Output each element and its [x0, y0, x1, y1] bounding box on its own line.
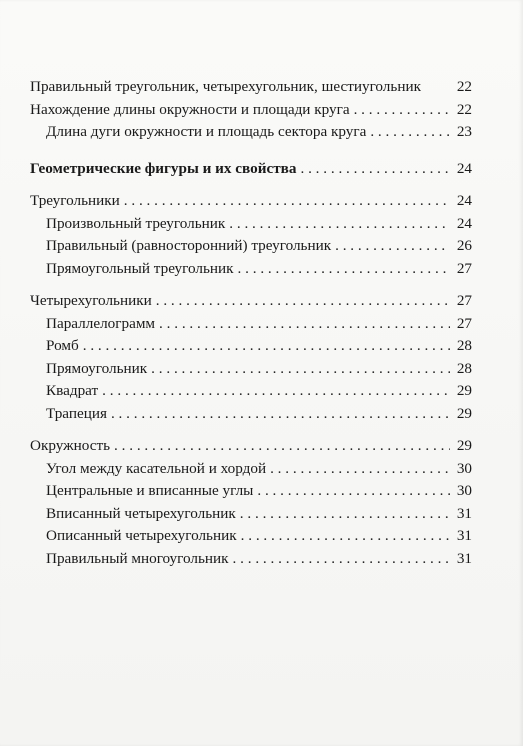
toc-entry-page: 29	[456, 437, 472, 454]
toc-entry-page: 29	[456, 404, 472, 422]
toc-entry-inscribed-quadrilateral	[30, 503, 472, 526]
dot-leader	[233, 548, 450, 570]
toc-entry-title: Правильный треугольник, четырехугольник, шестиугольник	[30, 78, 421, 95]
toc-entry-equilateral-triangle	[30, 235, 472, 258]
toc-entry-page: 28	[456, 337, 472, 354]
table-of-contents	[30, 76, 472, 570]
dot-leader	[335, 235, 450, 257]
toc-entry-title: Центральные и вписанные углы	[46, 482, 254, 499]
dot-leader	[240, 503, 450, 525]
dot-leader	[102, 380, 450, 402]
toc-entry-page: 27	[456, 314, 472, 332]
toc-entry-page: 24	[456, 159, 472, 177]
toc-section-title: Геометрические фигуры и их свойства	[30, 159, 297, 177]
toc-entry-title: Прямоугольник	[46, 359, 148, 377]
dot-leader	[124, 190, 450, 212]
dot-leader	[257, 480, 450, 502]
toc-entry-title: Угол между касательной и хордой	[46, 459, 267, 477]
section-gap	[30, 425, 472, 435]
toc-entry-arc-length	[30, 121, 472, 144]
toc-entry-page: 27	[456, 292, 472, 309]
toc-section-geometric-figures	[30, 158, 472, 181]
toc-entry-circumscribed-quadrilateral	[30, 525, 472, 548]
toc-entry-rhombus	[30, 335, 472, 358]
toc-entry-page: 31	[456, 527, 472, 544]
toc-entry-page: 24	[456, 192, 472, 209]
toc-entry-title: Треугольники	[30, 192, 120, 209]
toc-entry-page: 27	[456, 259, 472, 277]
dot-leader	[229, 213, 450, 235]
toc-entry-page: 23	[456, 123, 472, 140]
dot-leader	[156, 290, 450, 312]
toc-entry-rectangle	[30, 358, 472, 381]
toc-entry-page: 29	[456, 382, 472, 399]
toc-entry-tangent-chord-angle	[30, 458, 472, 481]
toc-entry-page: 22	[456, 78, 472, 95]
section-gap	[30, 144, 472, 158]
toc-entry-title: Правильный многоугольник	[46, 549, 229, 567]
toc-entry-title: Окружность	[30, 437, 111, 454]
toc-entry-title: Параллелограмм	[46, 314, 156, 332]
dot-leader	[370, 121, 450, 143]
toc-entry-triangles	[30, 190, 472, 213]
section-gap	[30, 180, 472, 190]
toc-entry-parallelogram	[30, 313, 472, 336]
dot-leader	[151, 358, 450, 380]
dot-leader	[159, 313, 450, 335]
toc-entry-page: 30	[456, 459, 472, 477]
dot-leader	[111, 403, 450, 425]
dot-leader	[270, 458, 450, 480]
toc-entry-central-inscribed-angles	[30, 480, 472, 503]
dot-leader	[114, 435, 450, 457]
toc-entry-title: Правильный (равносторонний) треугольник	[46, 237, 332, 254]
section-gap	[30, 280, 472, 290]
toc-entry-right-triangle	[30, 258, 472, 281]
dot-leader	[238, 258, 450, 280]
toc-entry-title: Квадрат	[46, 382, 99, 399]
toc-entry-arbitrary-triangle	[30, 213, 472, 236]
dot-leader	[241, 525, 450, 547]
toc-entry-page: 31	[456, 504, 472, 522]
dot-leader	[83, 335, 450, 357]
dot-leader	[300, 158, 450, 180]
toc-entry-circle-length	[30, 99, 472, 122]
toc-entry-title: Описанный четырехугольник	[46, 527, 237, 544]
toc-entry-page: 28	[456, 359, 472, 377]
toc-entry-page: 22	[456, 100, 472, 118]
toc-entry-page: 30	[456, 482, 472, 499]
toc-entry-regular-polygons	[30, 76, 472, 99]
toc-entry-regular-polygon	[30, 548, 472, 571]
toc-entry-square	[30, 380, 472, 403]
toc-entry-title: Длина дуги окружности и площадь сектора круга	[46, 123, 367, 140]
toc-entry-title: Произвольный треугольник	[46, 214, 226, 232]
toc-entry-title: Трапеция	[46, 404, 107, 422]
toc-entry-title: Четырехугольники	[30, 292, 152, 309]
toc-entry-title: Вписанный четырехугольник	[46, 504, 236, 522]
toc-entry-trapezoid	[30, 403, 472, 426]
toc-entry-title: Прямоугольный треугольник	[46, 259, 234, 277]
toc-entry-title: Нахождение длины окружности и площади круга	[30, 100, 350, 118]
toc-entry-page: 31	[456, 549, 472, 567]
toc-entry-quadrilaterals	[30, 290, 472, 313]
toc-entry-page: 26	[456, 237, 472, 254]
toc-entry-page: 24	[456, 214, 472, 232]
dot-leader	[354, 99, 450, 121]
toc-entry-circle	[30, 435, 472, 458]
toc-entry-title: Ромб	[46, 337, 79, 354]
